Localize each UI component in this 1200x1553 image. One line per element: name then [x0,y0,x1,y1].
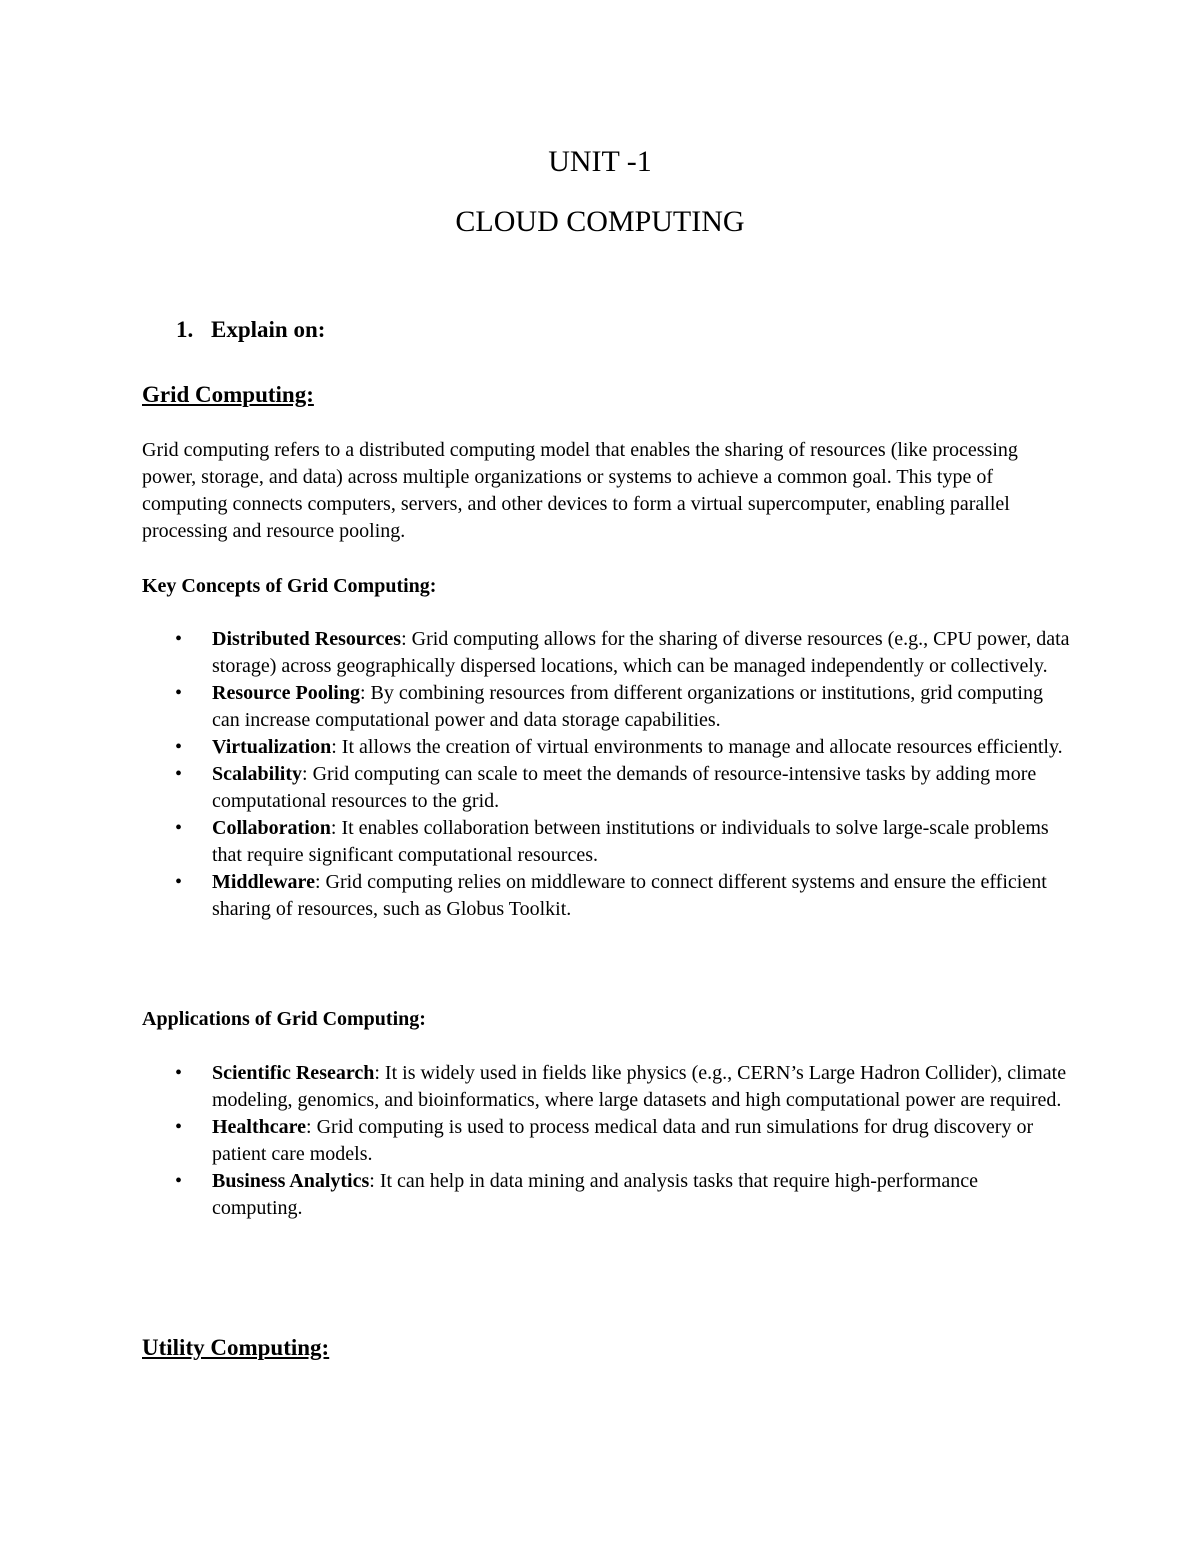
list-item-term: Healthcare [212,1116,307,1138]
list-item-text: : Grid computing can scale to meet the demands of resource-intensive tasks by adding more computational resources to the grid. [212,763,1037,812]
list-item [142,815,1072,869]
subject-title: CLOUD COMPUTING [455,205,745,238]
list-item-term: Collaboration [212,817,331,839]
list-item-term: Middleware [212,871,315,893]
list-item-term: Virtualization [212,736,332,758]
list-item-term: Scalability [212,763,303,785]
key-concepts-list [142,626,1072,923]
list-item-term: Distributed Resources [212,628,402,650]
bullet-icon: • [175,871,183,893]
list-item [142,1060,1072,1114]
list-item [142,734,1072,761]
grid-computing-intro: Grid computing refers to a distributed computing model that enables the sharing of resources (like processing power, storage, and data) across multiple organizations or systems to achieve a common goal. This type of computing connects computers, servers, and other devices to form a virtual supercomputer, enabling parallel processing and resource pooling. [142,439,1018,542]
bullet-icon: • [175,1170,183,1192]
bullet-icon: • [175,682,183,704]
bullet-icon: • [175,817,183,839]
bullet-icon: • [175,736,183,758]
list-item [142,1168,1072,1222]
question-heading [176,315,325,345]
list-item-text: : Grid computing allows for the sharing of diverse resources (e.g., CPU power, data storage) across geographically dispersed locations, which can be managed independently or collectively. [212,628,1070,677]
list-item [142,680,1072,734]
list-item [142,761,1072,815]
utility-computing-heading: Utility Computing: [142,1335,330,1360]
list-item-text: : It enables collaboration between institutions or individuals to solve large-scale problems that require significant computational resources. [212,817,1049,866]
list-item-text: : It allows the creation of virtual environments to manage and allocate resources efficiently. [331,736,1063,758]
grid-computing-heading: Grid Computing: [142,382,314,407]
key-concepts-heading: Key Concepts of Grid Computing: [142,575,437,597]
list-item-text: : Grid computing relies on middleware to connect different systems and ensure the efficient sharing of resources, such as Globus Toolkit. [212,871,1047,920]
bullet-icon: • [175,628,183,650]
bullet-icon: • [175,763,183,785]
question-number: 1. [176,317,194,342]
list-item [142,869,1072,923]
list-item [142,626,1072,680]
bullet-icon: • [175,1062,183,1084]
bullet-icon: • [175,1116,183,1138]
list-item-text: : Grid computing is used to process medical data and run simulations for drug discovery or patient care models. [212,1116,1034,1165]
unit-title: UNIT -1 [548,145,652,178]
list-item-text: : It can help in data mining and analysis tasks that require high-performance computing. [212,1170,978,1219]
list-item-term: Resource Pooling [212,682,360,704]
list-item-term: Business Analytics [212,1170,370,1192]
list-item-term: Scientific Research [212,1062,375,1084]
question-text: Explain on: [211,317,326,342]
applications-heading: Applications of Grid Computing: [142,1008,426,1030]
list-item-text: : It is widely used in fields like physics (e.g., CERN’s Large Hadron Collider), climate modeling, genomics, and bioinformatics, where large datasets and high computational power are required. [212,1062,1067,1111]
list-item-text: : By combining resources from different organizations or institutions, grid computing can increase computational power and data storage capabilities. [212,682,1043,731]
applications-list [142,1060,1072,1222]
list-item [142,1114,1072,1168]
